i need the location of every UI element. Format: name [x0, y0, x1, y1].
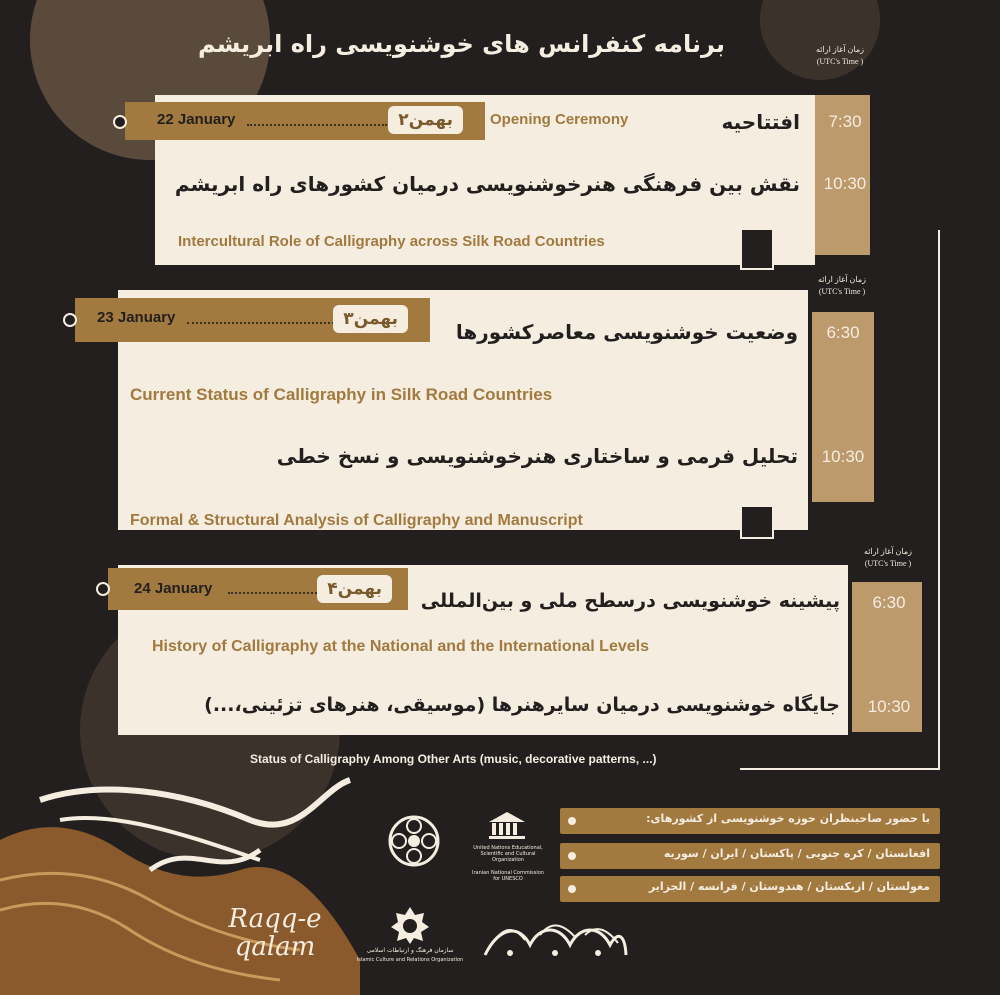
organization-name-en: Islamic Culture and Relations Organization — [356, 957, 464, 963]
day2-tab-knob — [63, 313, 77, 327]
day2-utc-label: زمان آغاز ارائه (UTC's Time ) — [818, 275, 866, 296]
countries-row-2: مغولستان / ازبکستان / هندوستان / فرانسه / الجزایر — [560, 876, 940, 902]
day2-session2-en: Formal & Structural Analysis of Calligraphy and Manuscript — [130, 512, 583, 529]
day1-date-tab — [125, 102, 485, 140]
day2-session2-time: 10:30 — [821, 447, 865, 466]
day2-session2-fa: تحلیل فرمی و ساختاری هنرخوشنویسی و نسخ خطی — [276, 444, 798, 468]
day1-session1-fa: افتتاحیه — [721, 110, 800, 134]
day3-session2-en: Status of Calligraphy Among Other Arts (music, decorative patterns, ...) — [250, 752, 657, 766]
day1-session2-fa: نقش بین فرهنگی هنرخوشنویسی درمیان کشورهای راه ابریشم — [174, 172, 800, 196]
society-emblem-icon — [480, 915, 630, 965]
day2-date: 23 January — [97, 309, 176, 326]
day3-session2-fa: جایگاه خوشنویسی درمیان سایرهنرها (موسیقی، هنرهای تزئینی،...) — [204, 694, 840, 716]
day1-persian-day: بهمن۲ — [388, 106, 463, 134]
day2-date-tab — [75, 298, 430, 342]
decor-circle-top-right — [760, 0, 880, 80]
day3-session2-time: 10:30 — [867, 697, 911, 716]
day1-session1-time: 7:30 — [828, 112, 862, 131]
bullet-icon — [568, 852, 576, 860]
poster-title: برنامه کنفرانس‌ های خوشنویسی راه ابریشم — [197, 30, 725, 58]
day3-utc-label: زمان آغاز ارائه (UTC's Time ) — [864, 547, 912, 568]
day2-session1-en: Current Status of Calligraphy in Silk Road Countries — [130, 385, 553, 404]
unesco-commission-text: Iranian National Commission for UNESCO — [472, 870, 544, 882]
countries-heading: با حضور صاحبنظران حوزه خوشنویسی از کشورهای: — [560, 808, 940, 834]
day3-session1-time: 6:30 — [872, 593, 906, 612]
organization-name-fa: سازمان فرهنگ و ارتباطات اسلامی — [366, 947, 454, 954]
day3-session1-fa: پیشینه خوشنویسی درسطح ملی و بین‌المللی — [420, 590, 840, 612]
day1-date: 22 January — [157, 111, 236, 128]
day3-tab-knob — [96, 582, 110, 596]
countries-row-1: افغانستان / کره جنوبی / پاکستان / ایران / سوریه — [560, 843, 940, 869]
rosette-icon — [385, 812, 443, 870]
bullet-icon — [568, 885, 576, 893]
day1-session2-en: Intercultural Role of Calligraphy across Silk Road Countries — [178, 233, 605, 250]
day3-session1-en: History of Calligraphy at the National and the International Levels — [152, 638, 649, 655]
day3-date-tab — [108, 568, 408, 610]
organization-seal-icon — [390, 905, 430, 945]
schedule-frame-line — [740, 230, 940, 770]
bullet-icon — [568, 817, 576, 825]
day2-session1-time: 6:30 — [826, 323, 860, 342]
day1-dotted-leader — [247, 124, 387, 126]
day3-persian-day: بهمن۴ — [317, 575, 392, 603]
unesco-icon — [487, 810, 527, 840]
day1-tab-knob — [113, 115, 127, 129]
day1-session2-time: 10:30 — [823, 174, 867, 193]
day1-utc-label: زمان آغاز ارائه (UTC's Time ) — [816, 45, 864, 66]
day2-dotted-leader — [187, 322, 342, 324]
brand-name: Raqq-e qalam — [228, 904, 322, 962]
day2-persian-day: بهمن۳ — [333, 305, 408, 333]
unesco-text: United Nations Educational, Scientific and Cultural Organization — [473, 845, 543, 863]
day2-session1-fa: وضعیت خوشنویسی معاصرکشورها — [455, 320, 798, 344]
day3-date: 24 January — [134, 580, 213, 597]
day1-session1-en: Opening Ceremony — [490, 111, 629, 128]
